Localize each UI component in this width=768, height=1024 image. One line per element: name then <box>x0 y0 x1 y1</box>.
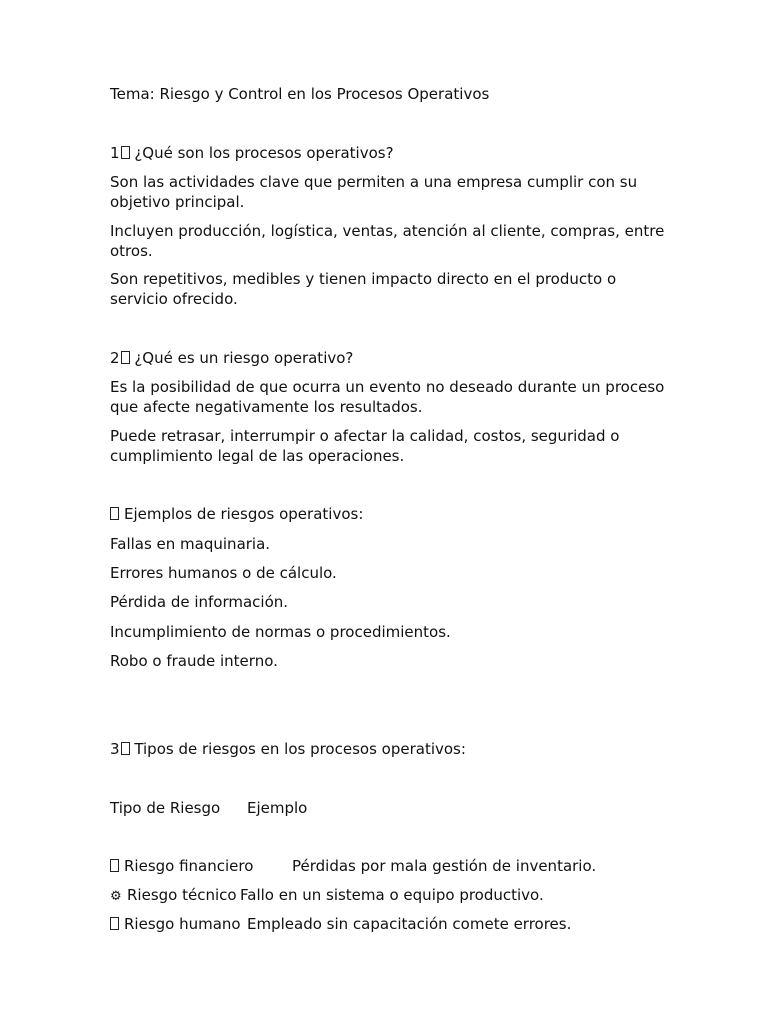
risk-example: Fallo en un sistema o equipo productivo. <box>240 886 544 904</box>
list-item: Errores humanos o de cálculo. <box>110 564 337 582</box>
risk-example: Empleado sin capacitación comete errores. <box>247 915 572 933</box>
document-title: Tema: Riesgo y Control en los Procesos Operativos <box>110 85 490 103</box>
examples-heading-text: Ejemplos de riesgos operativos: <box>124 505 364 523</box>
section-1-paragraph: Son repetitivos, medibles y tienen impacto directo en el producto o servicio ofrecido. <box>110 270 617 308</box>
section-2-paragraph: Es la posibilidad de que ocurra un evento no deseado durante un proceso que afecte negativamente los resultados. <box>110 378 665 416</box>
table-header <box>110 798 670 818</box>
box-glyph-icon <box>121 351 130 364</box>
table-row <box>110 856 670 876</box>
examples-heading <box>110 504 363 524</box>
table-header-example: Ejemplo <box>247 799 308 817</box>
section-1-heading <box>110 143 394 163</box>
section-1-heading-text: ¿Qué son los procesos operativos? <box>129 144 394 162</box>
risk-type: Riesgo financiero <box>124 857 254 875</box>
section-1-paragraph: Incluyen producción, logística, ventas, atención al cliente, compras, entre otros. <box>110 222 665 260</box>
box-glyph-icon <box>110 917 119 930</box>
section-1-paragraph: Son las actividades clave que permiten a una empresa cumplir con su objetivo principal. <box>110 173 638 211</box>
table-header-type: Tipo de Riesgo <box>110 799 221 817</box>
box-glyph-icon <box>110 507 119 520</box>
section-3-heading <box>110 739 466 759</box>
list-item: Incumplimiento de normas o procedimientos. <box>110 623 451 641</box>
section-2-number: 2 <box>110 349 120 367</box>
risk-type: Riesgo técnico <box>127 886 237 904</box>
section-1-number: 1 <box>110 144 120 162</box>
section-3-heading-text: Tipos de riesgos en los procesos operativos: <box>129 740 466 758</box>
box-glyph-icon <box>121 742 130 755</box>
list-item: Pérdida de información. <box>110 593 289 611</box>
section-3-number: 3 <box>110 740 120 758</box>
section-2-paragraph: Puede retrasar, interrumpir o afectar la calidad, costos, seguridad o cumplimiento legal de las operaciones. <box>110 427 620 465</box>
box-glyph-icon <box>110 859 119 872</box>
table-row <box>110 885 670 907</box>
list-item: Fallas en maquinaria. <box>110 535 271 553</box>
box-glyph-icon <box>121 146 130 159</box>
section-2-heading <box>110 348 353 368</box>
section-2-heading-text: ¿Qué es un riesgo operativo? <box>129 349 354 367</box>
table-row <box>110 914 670 934</box>
gear-icon: ⚙ <box>110 889 122 904</box>
risk-example: Pérdidas por mala gestión de inventario. <box>292 857 597 875</box>
list-item: Robo o fraude interno. <box>110 652 278 670</box>
risk-type: Riesgo humano <box>124 915 241 933</box>
